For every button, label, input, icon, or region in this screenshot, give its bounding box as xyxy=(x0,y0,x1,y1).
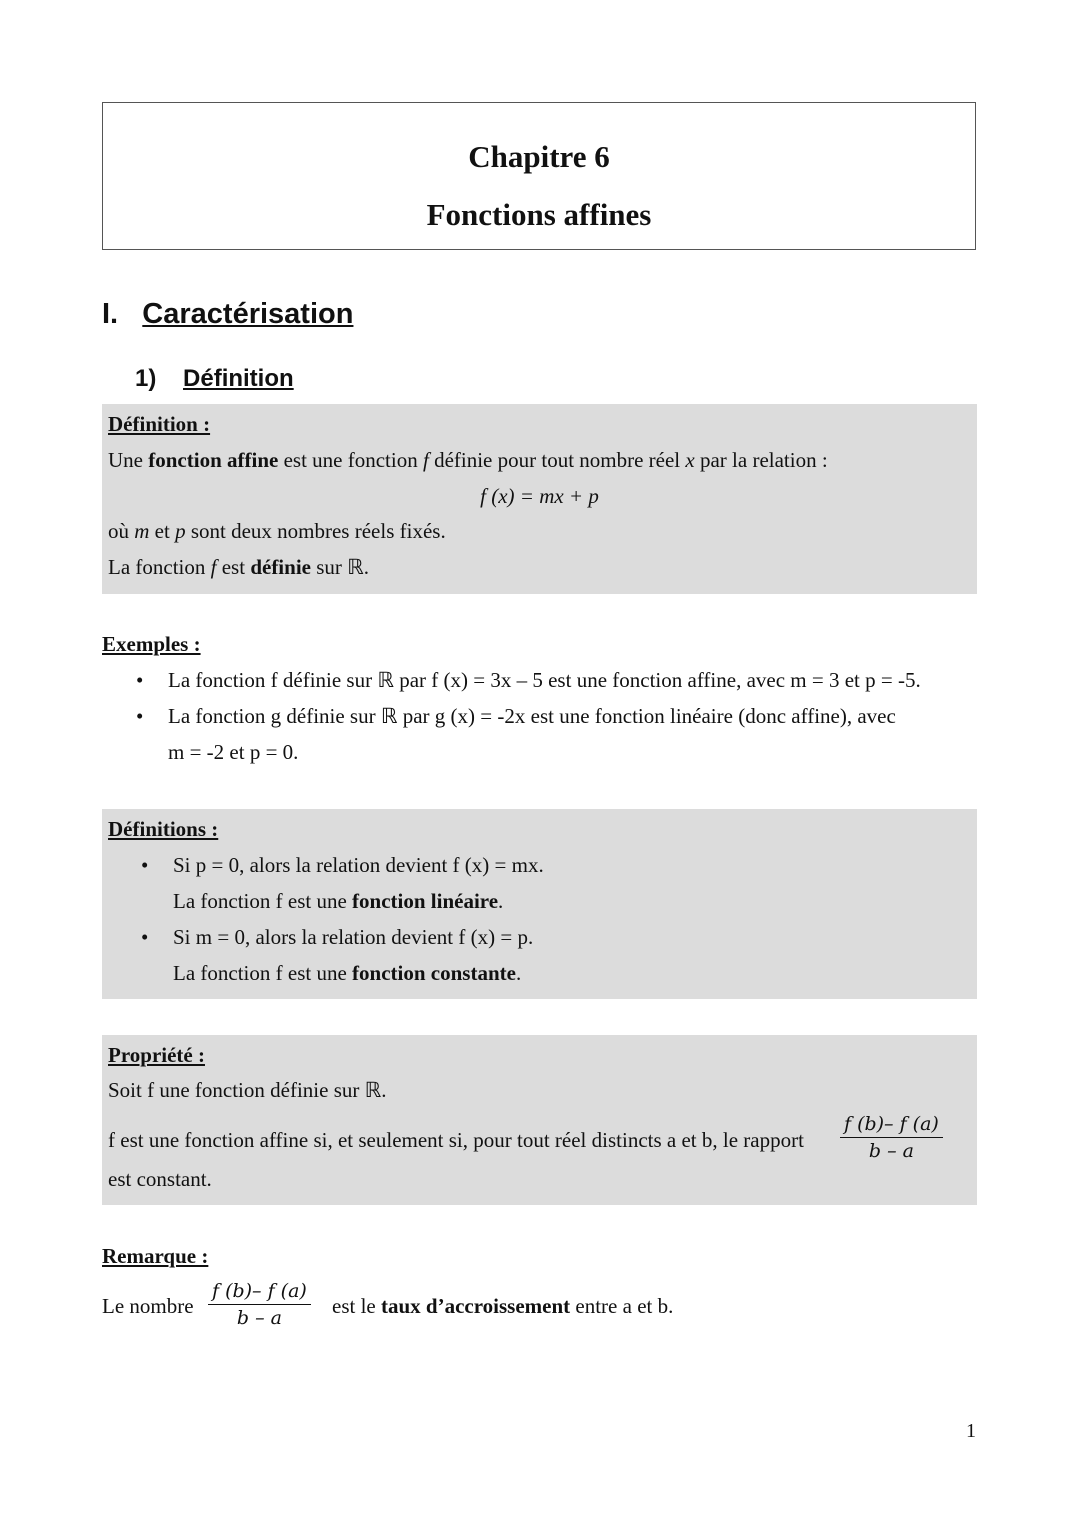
definition-line-3 xyxy=(108,519,446,544)
chapter-title-box xyxy=(102,102,976,250)
bullet: • xyxy=(141,853,149,877)
definition-heading: Définition : xyxy=(108,412,211,436)
definition-line-4 xyxy=(108,555,369,580)
text: . xyxy=(515,961,522,985)
text: où xyxy=(108,519,135,543)
examples-heading: Exemples : xyxy=(102,632,201,656)
definition-box xyxy=(102,404,977,594)
var-p: p xyxy=(175,519,186,543)
example-1: La fonction f définie sur ℝ par f (x) = 3x – 5 est une fonction affine, avec m = 3 et p = -5. xyxy=(168,668,921,692)
text: La fonction f est une xyxy=(173,889,353,913)
text: est une fonction xyxy=(278,448,423,472)
text: par la relation : xyxy=(694,448,828,472)
term-fonction-affine: fonction affine xyxy=(148,448,279,472)
remark-text-b xyxy=(332,1294,673,1319)
remark-fraction xyxy=(208,1278,311,1331)
definitions-item-1-detail xyxy=(173,889,503,914)
definition-line-1 xyxy=(108,448,828,473)
subsection-number: 1) xyxy=(135,365,157,392)
text: définie pour tout nombre réel xyxy=(428,448,686,472)
text: sont deux nombres réels fixés. xyxy=(185,519,446,543)
var-x: x xyxy=(685,448,695,472)
fraction-denominator: b – a xyxy=(236,1307,282,1329)
chapter-number: Chapitre 6 xyxy=(468,139,610,174)
definitions-item-2-detail xyxy=(173,961,521,986)
section-number: I. xyxy=(102,298,119,330)
section-heading xyxy=(102,298,353,331)
fraction-denominator: b – a xyxy=(868,1140,914,1162)
property-box xyxy=(102,1035,977,1205)
bullet: • xyxy=(141,925,149,949)
definitions-box xyxy=(102,809,977,999)
fraction-numerator: f (b)– f (a) xyxy=(208,1278,311,1305)
definition-formula: f (x) = mx + p xyxy=(480,484,599,508)
remark-text-a: Le nombre xyxy=(102,1294,194,1318)
text: est xyxy=(216,555,251,579)
text: La fonction xyxy=(108,555,211,579)
text: . xyxy=(498,889,504,913)
term-fonction-lineaire: fonction linéaire xyxy=(352,889,499,913)
text: et xyxy=(149,519,176,543)
definitions-item-1: Si p = 0, alors la relation devient f (x) = mx. xyxy=(173,853,544,877)
definitions-item-2: Si m = 0, alors la relation devient f (x) = p. xyxy=(173,925,534,949)
remark-heading: Remarque : xyxy=(102,1244,209,1268)
definitions-heading: Définitions : xyxy=(108,817,219,841)
term-taux-accroissement: taux d’accroissement xyxy=(380,1294,571,1318)
property-heading: Propriété : xyxy=(108,1043,205,1067)
property-line-3: est constant. xyxy=(108,1167,212,1191)
subsection-heading xyxy=(135,365,294,393)
text: La fonction f est une xyxy=(173,961,353,985)
text: Une xyxy=(108,448,149,472)
chapter-title: Fonctions affines xyxy=(426,197,652,232)
text: sur ℝ. xyxy=(310,555,370,579)
text: entre a et b. xyxy=(570,1294,674,1318)
rate-fraction xyxy=(840,1111,943,1164)
text: est le xyxy=(332,1294,381,1318)
bullet: • xyxy=(136,704,144,728)
term-definie: définie xyxy=(250,555,311,579)
var-f: f xyxy=(422,448,429,472)
property-line-1: Soit f une fonction définie sur ℝ. xyxy=(108,1078,387,1102)
property-line-2: f est une fonction affine si, et seulement si, pour tout réel distincts a et b, le rapport xyxy=(108,1128,804,1152)
page-number: 1 xyxy=(966,1420,976,1442)
fraction-numerator: f (b)– f (a) xyxy=(840,1111,943,1138)
bullet: • xyxy=(136,668,144,692)
term-fonction-constante: fonction constante xyxy=(352,961,516,985)
example-2-line-1: La fonction g définie sur ℝ par g (x) = -2x est une fonction linéaire (donc affine), avec xyxy=(168,704,896,728)
example-2-line-2: m = -2 et p = 0. xyxy=(168,740,299,764)
subsection-title: Définition xyxy=(183,365,294,392)
var-f: f xyxy=(210,555,217,579)
section-title: Caractérisation xyxy=(142,298,354,330)
var-m: m xyxy=(134,519,150,543)
